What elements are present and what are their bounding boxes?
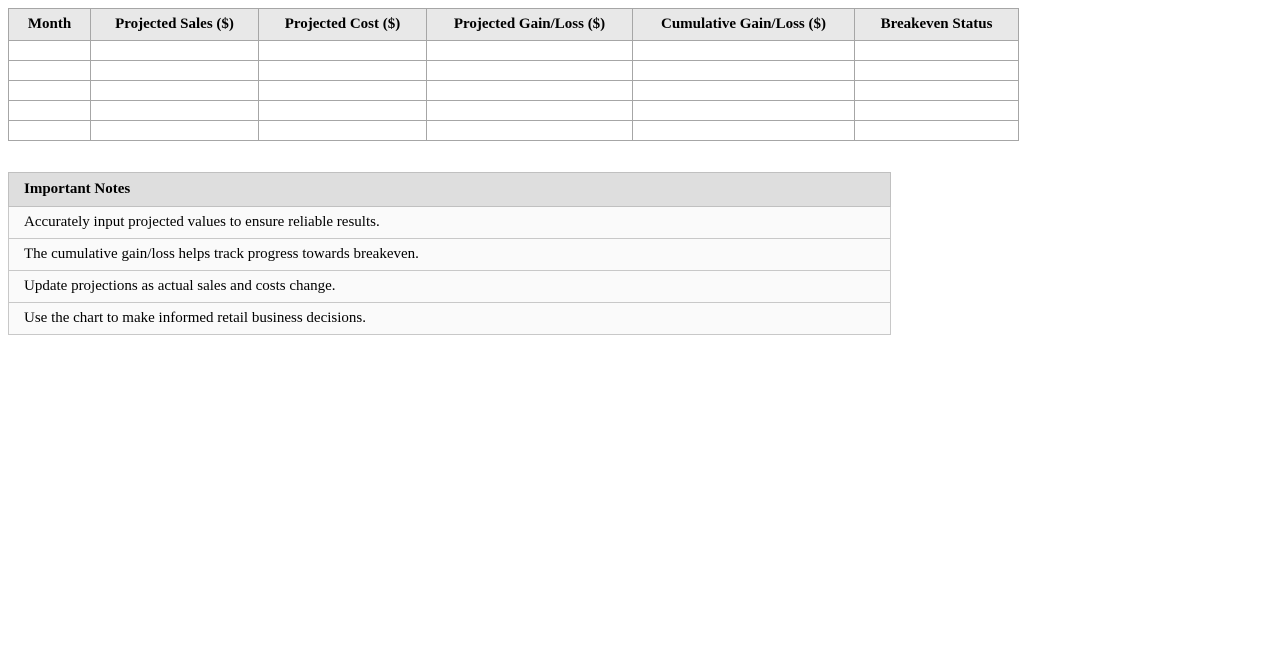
column-header-projected-sales: Projected Sales ($) [91, 9, 259, 41]
cell-projected-cost[interactable] [259, 41, 427, 61]
notes-header-row [9, 173, 891, 207]
cell-projected-cost[interactable] [259, 61, 427, 81]
cell-month[interactable] [9, 101, 91, 121]
cell-projected-cost[interactable] [259, 81, 427, 101]
table-row [9, 41, 1019, 61]
cell-projected-gain-loss[interactable] [427, 61, 633, 81]
cell-month[interactable] [9, 61, 91, 81]
cell-breakeven-status[interactable] [855, 61, 1019, 81]
list-item [9, 239, 891, 271]
column-header-breakeven-status: Breakeven Status [855, 9, 1019, 41]
list-item [9, 271, 891, 303]
cell-month[interactable] [9, 41, 91, 61]
cell-breakeven-status[interactable] [855, 41, 1019, 61]
cell-projected-gain-loss[interactable] [427, 41, 633, 61]
table-row [9, 61, 1019, 81]
important-notes-table [8, 172, 891, 335]
table-row [9, 81, 1019, 101]
cell-projected-sales[interactable] [91, 61, 259, 81]
note-text: Update projections as actual sales and costs change. [9, 271, 891, 303]
list-item [9, 207, 891, 239]
column-header-projected-cost: Projected Cost ($) [259, 9, 427, 41]
cell-breakeven-status[interactable] [855, 121, 1019, 141]
cell-cumulative-gain-loss[interactable] [633, 61, 855, 81]
cell-breakeven-status[interactable] [855, 81, 1019, 101]
cell-projected-gain-loss[interactable] [427, 101, 633, 121]
table-row [9, 101, 1019, 121]
notes-header-label: Important Notes [9, 173, 891, 207]
cell-breakeven-status[interactable] [855, 101, 1019, 121]
cell-projected-gain-loss[interactable] [427, 81, 633, 101]
cell-cumulative-gain-loss[interactable] [633, 101, 855, 121]
cell-projected-sales[interactable] [91, 41, 259, 61]
cell-projected-cost[interactable] [259, 101, 427, 121]
note-text: The cumulative gain/loss helps track progress towards breakeven. [9, 239, 891, 271]
cell-cumulative-gain-loss[interactable] [633, 41, 855, 61]
cell-month[interactable] [9, 121, 91, 141]
note-text: Use the chart to make informed retail business decisions. [9, 303, 891, 335]
cell-projected-gain-loss[interactable] [427, 121, 633, 141]
list-item [9, 303, 891, 335]
cell-cumulative-gain-loss[interactable] [633, 81, 855, 101]
column-header-cumulative-gain-loss: Cumulative Gain/Loss ($) [633, 9, 855, 41]
cell-cumulative-gain-loss[interactable] [633, 121, 855, 141]
projection-table [8, 8, 1019, 141]
table-header-row [9, 9, 1019, 41]
cell-projected-sales[interactable] [91, 101, 259, 121]
table-row [9, 121, 1019, 141]
cell-month[interactable] [9, 81, 91, 101]
cell-projected-cost[interactable] [259, 121, 427, 141]
cell-projected-sales[interactable] [91, 81, 259, 101]
note-text: Accurately input projected values to ensure reliable results. [9, 207, 891, 239]
cell-projected-sales[interactable] [91, 121, 259, 141]
column-header-projected-gain-loss: Projected Gain/Loss ($) [427, 9, 633, 41]
column-header-month: Month [9, 9, 91, 41]
